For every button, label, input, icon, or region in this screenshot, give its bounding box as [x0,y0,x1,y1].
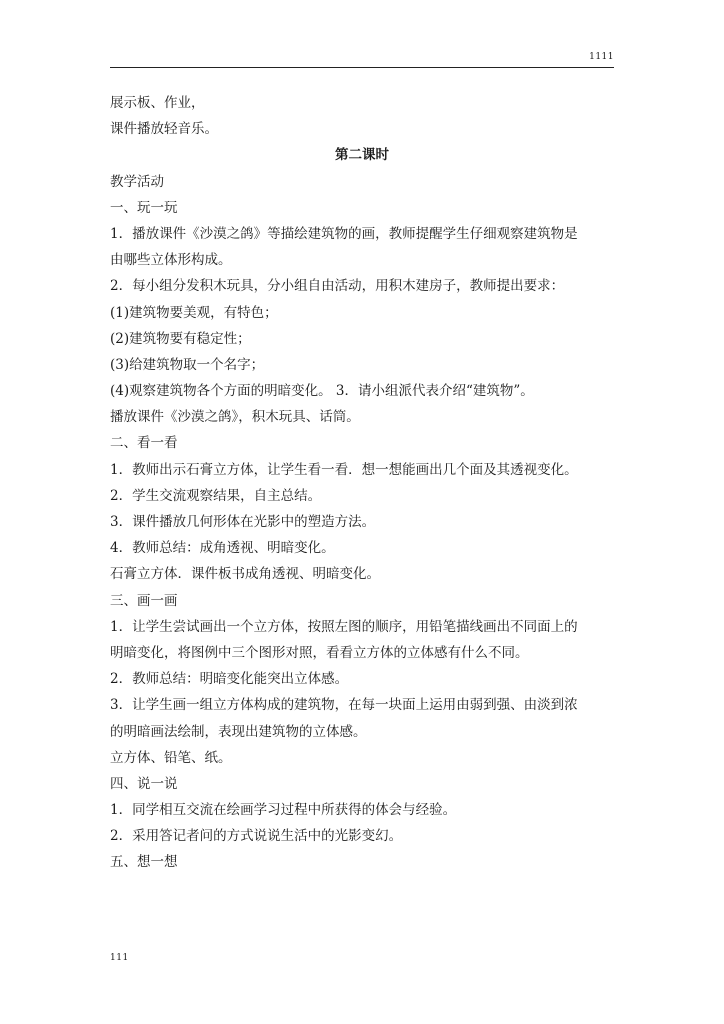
text-line: 展示板、作业， [110,95,205,111]
text-line: (4)观察建筑物各个方面的明暗变化。 3．请小组派代表介绍“建筑物”。 [110,383,534,400]
section-heading: 三、画一画 [110,592,178,609]
text-line: 播放课件《沙漠之鸽》，积木玩具、话筒。 [110,409,360,426]
header-page-number: 1111 [589,52,614,62]
header-divider [110,67,614,68]
section-title: 第二课时 [335,147,389,164]
text-line: 的明暗画法绘制，表现出建筑物的立体感。 [110,723,367,740]
footer-page-number: 111 [110,953,129,963]
text-line: 石膏立方体．课件板书成角透视、明暗变化。 [110,566,380,583]
section-heading: 二、看一看 [110,435,178,452]
text-line: 1．让学生尝试画出一个立方体，按照左图的顺序，用铅笔描线画出不同面上的 [110,618,578,635]
text-line: 2．学生交流观察结果，自主总结。 [110,487,322,504]
text-line: (3)给建筑物取一个名字； [110,356,265,373]
section-heading: 一、玩一玩 [110,199,178,216]
text-line: 由哪些立体形构成。 [110,252,232,269]
text-line: 1．同学相互交流在绘画学习过程中所获得的体会与经验。 [110,802,457,819]
text-line: (2)建筑物要有稳定性； [110,330,251,347]
text-line: 课件播放轻音乐。 [110,121,218,138]
text-line: 教学活动 [110,173,164,190]
text-line: 立方体、铅笔、纸。 [110,749,232,766]
text-line: 2．每小组分发积木玩具，分小组自由活动，用积木建房子，教师提出要求： [110,278,565,295]
text-line: 2．采用答记者问的方式说说生活中的光影变幻。 [110,828,403,845]
document-body [110,90,630,876]
text-line: (1)建筑物要美观，有特色； [110,304,278,321]
text-line: 2．教师总结：明暗变化能突出立体感。 [110,671,349,688]
text-line: 1．教师出示石膏立方体，让学生看一看．想一想能画出几个面及其透视变化。 [110,461,578,478]
text-line: 明暗变化，将图例中三个图形对照，看看立方体的立体感有什么不同。 [110,644,529,661]
text-line: 3．课件播放几何形体在光影中的塑造方法。 [110,514,376,530]
text-line: 3．让学生画一组立方体构成的建筑物，在每一块面上运用由弱到强、由淡到浓 [110,697,578,714]
section-heading: 五、想一想 [110,854,178,871]
section-heading: 四、说一说 [110,775,178,792]
text-line: 1．播放课件《沙漠之鸽》等描绘建筑物的画，教师提醒学生仔细观察建筑物是 [110,225,578,242]
text-line: 4．教师总结：成角透视、明暗变化。 [110,540,335,557]
